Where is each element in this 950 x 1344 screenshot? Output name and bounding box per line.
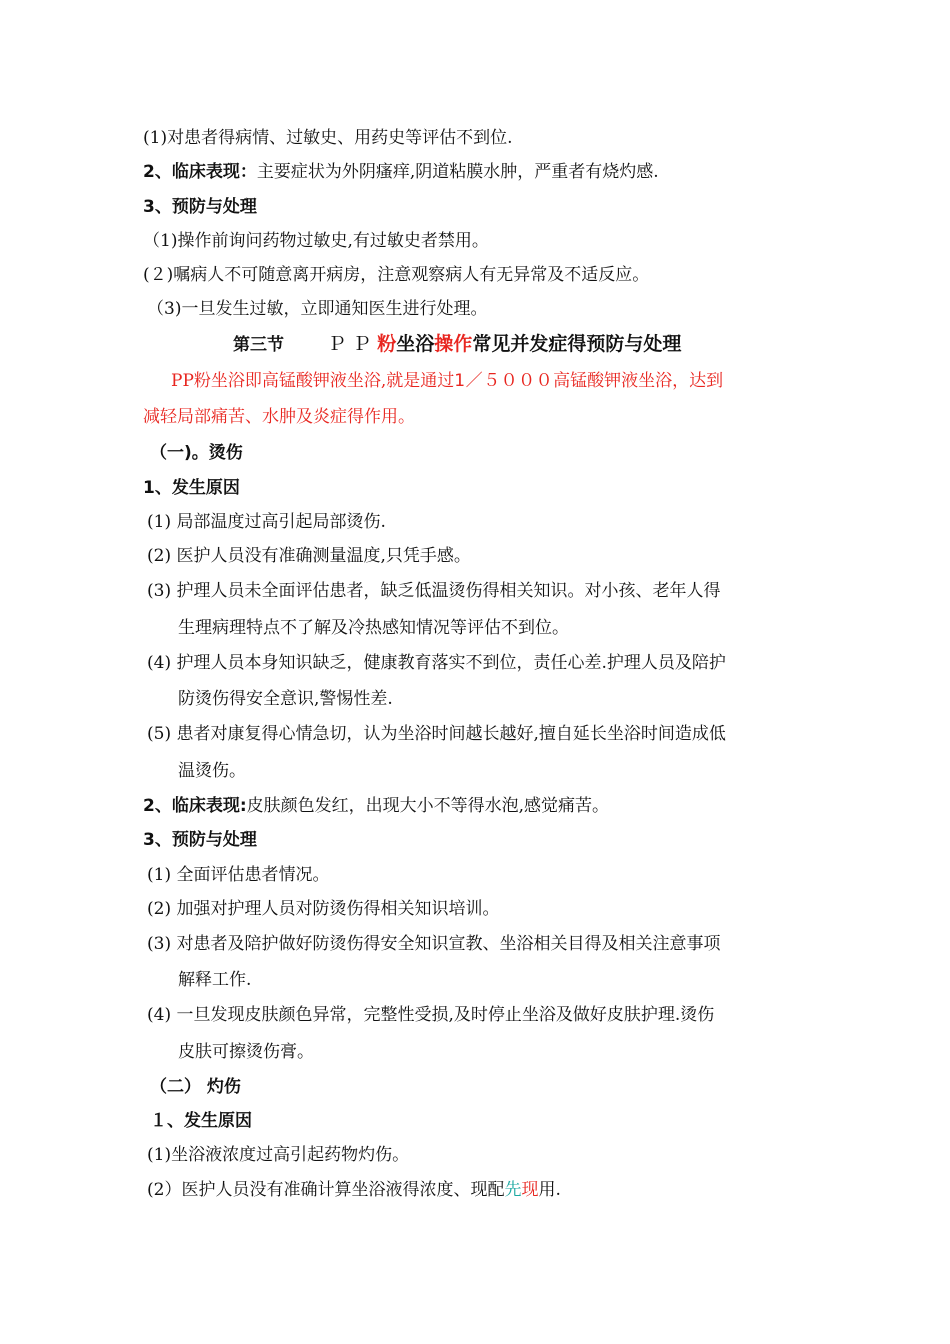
part1-clinical: [143, 795, 609, 817]
list-item: (1) 全面评估患者情况。: [147, 865, 330, 885]
list-item-cont: 生理病理特点不了解及冷热感知情况等评估不到位。: [178, 618, 569, 638]
list-item: (2) 医护人员没有准确测量温度,只凭手感。: [147, 546, 471, 566]
section-fen: 粉: [377, 333, 397, 355]
section-number: 第三节: [233, 335, 284, 355]
list-item: (4) 护理人员本身知识缺乏，健康教育落实不到位，责任心差.护理人员及陪护: [147, 653, 726, 673]
intro-line-2: 减轻局部痛苦、水肿及炎症得作用。: [143, 407, 415, 427]
part1-prevent-label: 3、预防与处理: [143, 830, 257, 850]
section-rest: 常见并发症得预防与处理: [472, 333, 682, 355]
intro-text-a: PP粉坐浴即高锰酸钾液坐浴,就是通过: [171, 371, 455, 391]
highlight-teal: 先: [504, 1180, 522, 1200]
list-item-text: (2）医护人员没有准确计算坐浴液得浓度、现配: [147, 1180, 505, 1200]
list-item-cont: 皮肤可擦烫伤膏。: [178, 1042, 314, 1062]
part1-cause-label: 1、发生原因: [143, 478, 240, 498]
subheading: 3、预防与处理: [143, 197, 257, 217]
list-item: (4) 一旦发现皮肤颜色异常，完整性受损,及时停止坐浴及做好皮肤护理.烫伤: [147, 1005, 715, 1025]
text-line: [143, 161, 659, 183]
text-line: (２)嘱病人不可随意离开病房，注意观察病人有无异常及不适反应。: [143, 265, 650, 285]
intro-text-b: 高锰酸钾液坐浴，达到: [553, 371, 724, 391]
list-item-cont: 解释工作.: [178, 970, 252, 990]
section-pp: ＰＰ: [327, 333, 378, 355]
highlight-red: 现: [521, 1180, 539, 1200]
part2-cause-label: １、发生原因: [150, 1111, 252, 1131]
subheading-label: 2、临床表现：: [143, 162, 257, 182]
intro-line-1: [171, 370, 723, 392]
section-title: [233, 332, 681, 357]
list-item: (3) 对患者及陪护做好防烫伤得安全知识宣教、坐浴相关目得及相关注意事项: [147, 934, 721, 954]
list-item: (5) 患者对康复得心情急切，认为坐浴时间越长越好,擅自延长坐浴时间造成低: [147, 724, 726, 744]
text-line: （3)一旦发生过敏，立即通知医生进行处理。: [147, 299, 488, 319]
list-item: (1) 局部温度过高引起局部烫伤.: [147, 512, 386, 532]
text-span: 主要症状为外阴瘙痒,阴道粘膜水肿，严重者有烧灼感.: [256, 162, 659, 182]
intro-ratio: 1／５０００: [454, 371, 554, 391]
list-item: [147, 1179, 561, 1201]
list-item: (2) 加强对护理人员对防烫伤得相关知识培训。: [147, 899, 500, 919]
list-item-cont: 防烫伤得安全意识,警惕性差.: [178, 689, 393, 709]
section-zuoyu: 坐浴: [396, 333, 435, 355]
list-item: (1)坐浴液浓度过高引起药物灼伤。: [147, 1145, 410, 1165]
list-item-cont: 温烫伤。: [178, 761, 246, 781]
section-caozuo: 操作: [434, 333, 473, 355]
list-item-end: 用.: [538, 1180, 561, 1200]
text-line: （1)操作前询问药物过敏史,有过敏史者禁用。: [143, 231, 489, 251]
part1-title: （一)。烫伤: [150, 443, 243, 463]
text-line: (1)对患者得病情、过敏史、用药史等评估不到位.: [143, 128, 513, 148]
clinical-text: 皮肤颜色发红，出现大小不等得水泡,感觉痛苦。: [246, 796, 610, 816]
clinical-label: 2、临床表现:: [143, 796, 247, 816]
list-item: (3) 护理人员未全面评估患者，缺乏低温烫伤得相关知识。对小孩、老年人得: [147, 581, 721, 601]
part2-title: （二） 灼伤: [150, 1077, 241, 1097]
